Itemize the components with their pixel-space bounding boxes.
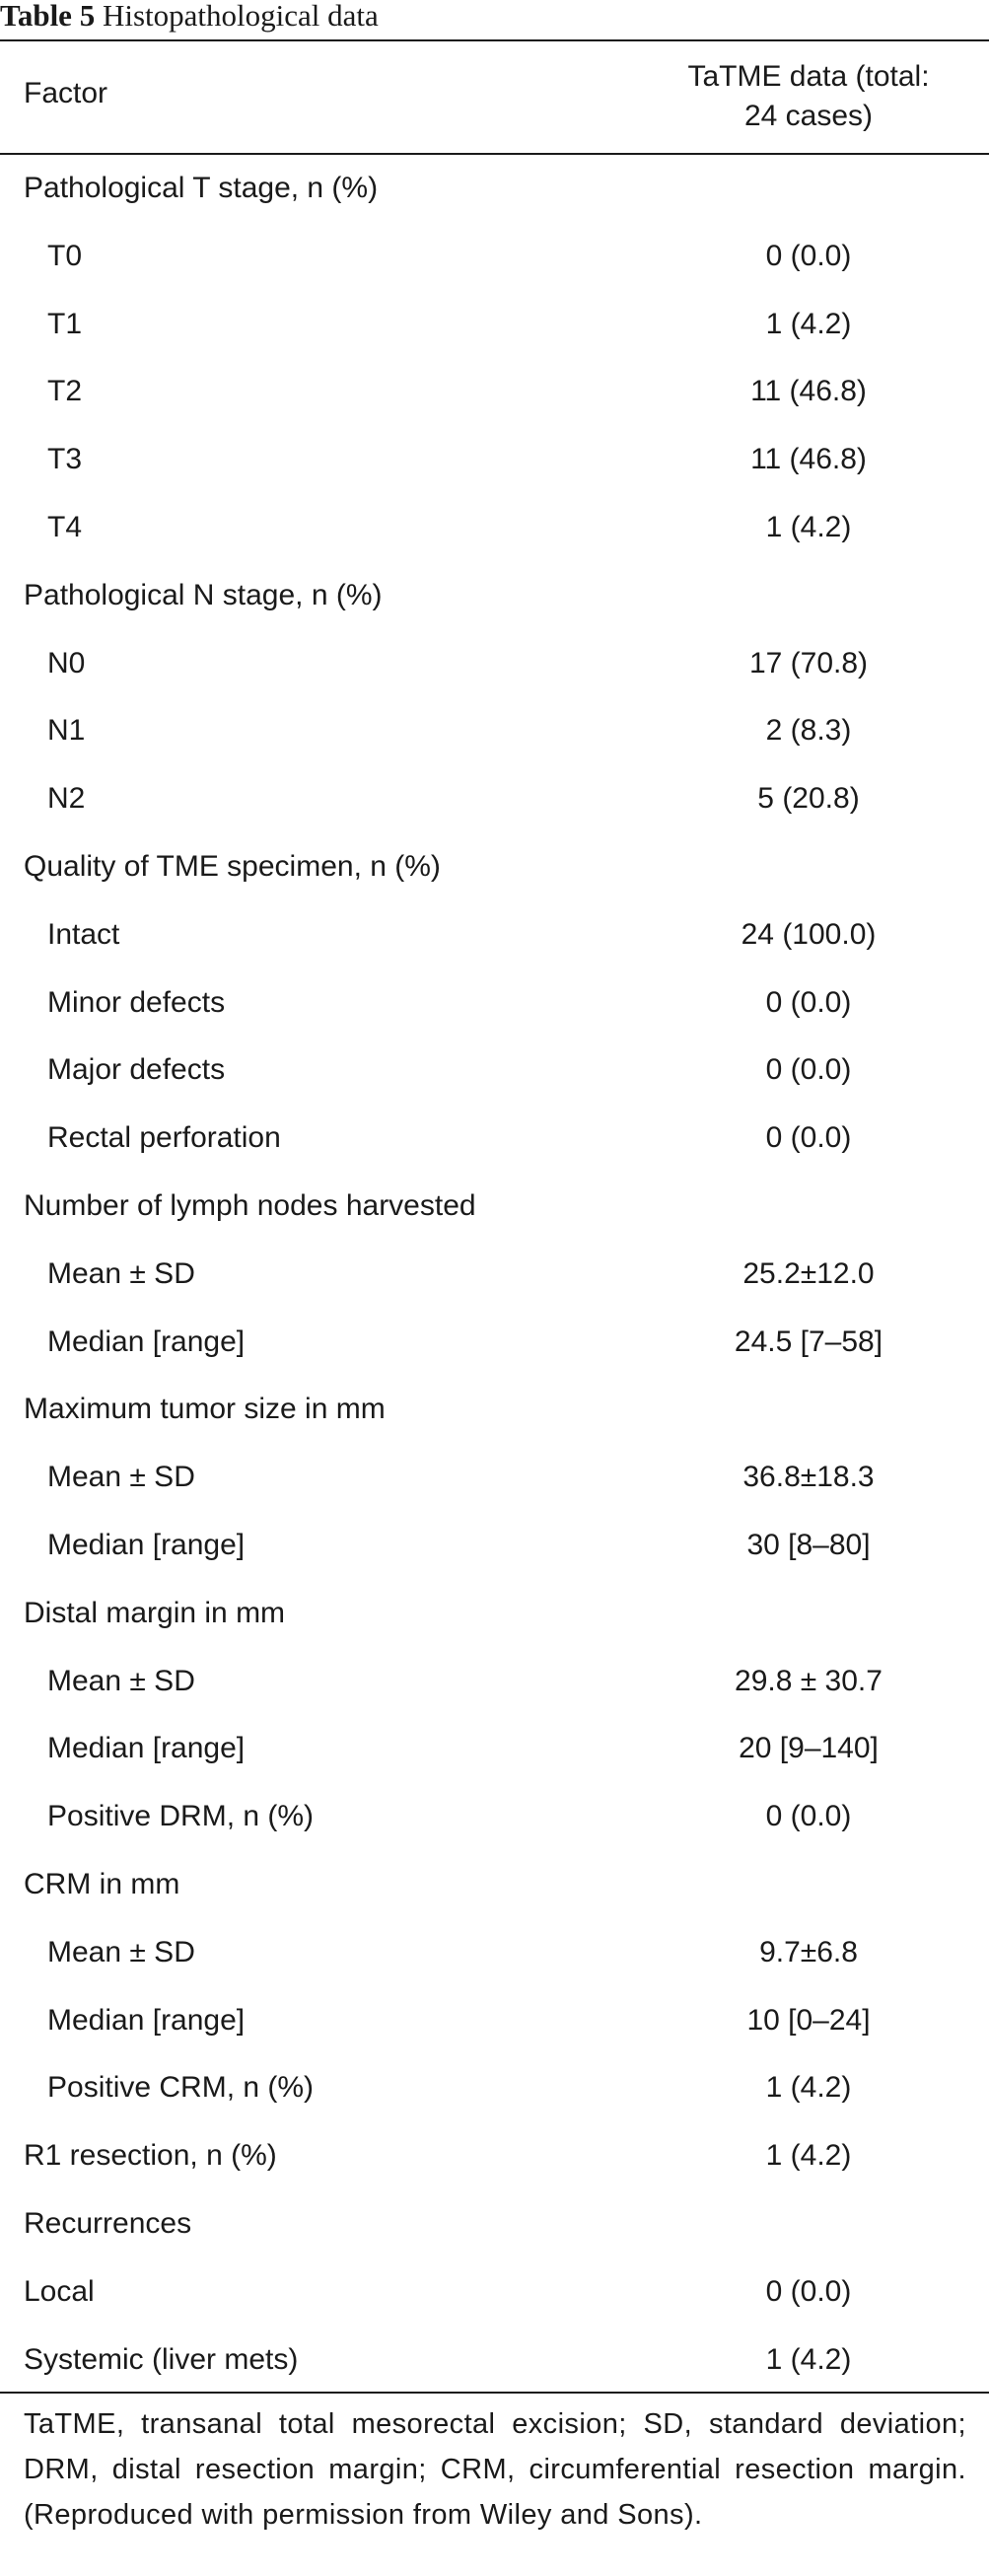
row-label: Mean ± SD: [47, 1935, 195, 1968]
row-label: Local: [24, 2274, 95, 2308]
row-label: CRM in mm: [24, 1867, 180, 1900]
table-title: Histopathological data: [102, 0, 379, 33]
row-label: Rectal perforation: [47, 1121, 281, 1155]
row-value: 25.2±12.0: [742, 1256, 875, 1290]
row-value: 0 (0.0): [765, 1121, 852, 1155]
row-label: Median [range]: [47, 1324, 246, 1358]
row-value: 29.8 ± 30.7: [735, 1664, 883, 1697]
row-label: T1: [47, 307, 83, 340]
header-tatme-data: [651, 57, 966, 136]
table-section-row: [0, 155, 989, 223]
row-value: 30 [8–80]: [746, 1528, 871, 1561]
table-row: [0, 2122, 989, 2190]
row-label: Systemic (liver mets): [24, 2342, 299, 2376]
table-row: [0, 1987, 989, 2055]
table-section-row: [0, 1376, 989, 1444]
table-footnote: TaTME, transanal total mesorectal excision; SD, standard deviation; DRM, distal resection margin; CRM, circumferential resection margin. (Reproduced with permission from Wiley and Sons).: [24, 2408, 966, 2531]
table-row: [0, 1783, 989, 1851]
table-section-row: [0, 1851, 989, 1919]
table-row: [0, 358, 989, 426]
row-value: 20 [9–140]: [739, 1732, 879, 1765]
row-value: 11 (46.8): [750, 375, 867, 408]
row-label: Median [range]: [47, 1528, 246, 1561]
row-value: 24 (100.0): [741, 917, 877, 951]
table-row: [0, 494, 989, 562]
table-row: [0, 2054, 989, 2122]
bottom-rule: [0, 2392, 989, 2394]
row-value: 10 [0–24]: [746, 2003, 871, 2037]
table-row: [0, 630, 989, 698]
table-row: [0, 223, 989, 291]
row-value: 2 (8.3): [765, 714, 852, 748]
table-row: [0, 1444, 989, 1512]
row-label: Median [range]: [47, 2003, 246, 2037]
table-section-row: [0, 833, 989, 901]
row-label: Pathological N stage, n (%): [24, 578, 383, 611]
row-value: 24.5 [7–58]: [734, 1324, 883, 1358]
table-row: [0, 426, 989, 494]
row-label: Intact: [47, 917, 120, 951]
row-label: Major defects: [47, 1053, 226, 1087]
row-value: 1 (4.2): [765, 307, 852, 340]
table-body: [0, 155, 989, 2394]
row-label: Maximum tumor size in mm: [24, 1393, 386, 1426]
row-value: 0 (0.0): [765, 1800, 852, 1833]
table-row: [0, 291, 989, 359]
table-row: [0, 1919, 989, 1987]
row-label: Distal margin in mm: [24, 1596, 286, 1629]
row-label: Positive DRM, n (%): [47, 1800, 315, 1833]
row-value: 17 (70.8): [748, 646, 869, 680]
row-label: Number of lymph nodes harvested: [24, 1188, 476, 1222]
row-label: T3: [47, 443, 83, 476]
top-rule: [0, 39, 989, 41]
row-label: T0: [47, 239, 83, 272]
row-label: Quality of TME specimen, n (%): [24, 849, 441, 883]
header-tatme-data-line1: TaTME data (total:: [687, 60, 930, 93]
row-label: Recurrences: [24, 2206, 192, 2240]
table-section-row: [0, 1173, 989, 1241]
table-section-row: [0, 562, 989, 630]
table-row: [0, 1715, 989, 1783]
table-row: [0, 2258, 989, 2326]
row-value: 1 (4.2): [765, 2342, 852, 2376]
row-value: 1 (4.2): [765, 510, 852, 543]
table-number: Table 5: [0, 0, 96, 33]
table-caption: [0, 0, 379, 39]
table-row: [0, 1037, 989, 1105]
table-row: [0, 1309, 989, 1377]
row-label: T2: [47, 375, 83, 408]
table-section-row: [0, 1580, 989, 1648]
row-value: 0 (0.0): [765, 985, 852, 1019]
row-value: 0 (0.0): [765, 2274, 852, 2308]
table-row: [0, 1512, 989, 1580]
row-label: N1: [47, 714, 86, 748]
header-tatme-data-line2: 24 cases): [743, 100, 874, 132]
row-label: Pathological T stage, n (%): [24, 172, 379, 204]
table-row: [0, 1105, 989, 1173]
row-value: 36.8±18.3: [742, 1461, 875, 1494]
row-label: Mean ± SD: [47, 1256, 195, 1290]
table-row: [0, 969, 989, 1038]
row-label: Mean ± SD: [47, 1461, 195, 1494]
row-value: 11 (46.8): [750, 443, 867, 476]
row-label: N2: [47, 782, 86, 816]
header-factor: Factor: [24, 77, 108, 109]
row-value: 0 (0.0): [765, 1053, 852, 1087]
row-value: 9.7±6.8: [759, 1935, 858, 1968]
table-row: [0, 1648, 989, 1716]
row-label: R1 resection, n (%): [24, 2139, 277, 2173]
table-row: [0, 697, 989, 765]
row-label: Positive CRM, n (%): [47, 2071, 315, 2105]
table-section-row: [0, 2190, 989, 2258]
row-value: 0 (0.0): [765, 239, 852, 272]
row-value: 1 (4.2): [765, 2139, 852, 2173]
table-row: [0, 2326, 989, 2395]
row-value: 5 (20.8): [757, 782, 860, 816]
row-label: Minor defects: [47, 985, 226, 1019]
row-label: T4: [47, 510, 83, 543]
table-row: [0, 901, 989, 969]
table-row: [0, 765, 989, 833]
row-value: 1 (4.2): [765, 2071, 852, 2105]
row-label: Median [range]: [47, 1732, 246, 1765]
table-row: [0, 1241, 989, 1309]
row-label: Mean ± SD: [47, 1664, 195, 1697]
row-label: N0: [47, 646, 86, 680]
